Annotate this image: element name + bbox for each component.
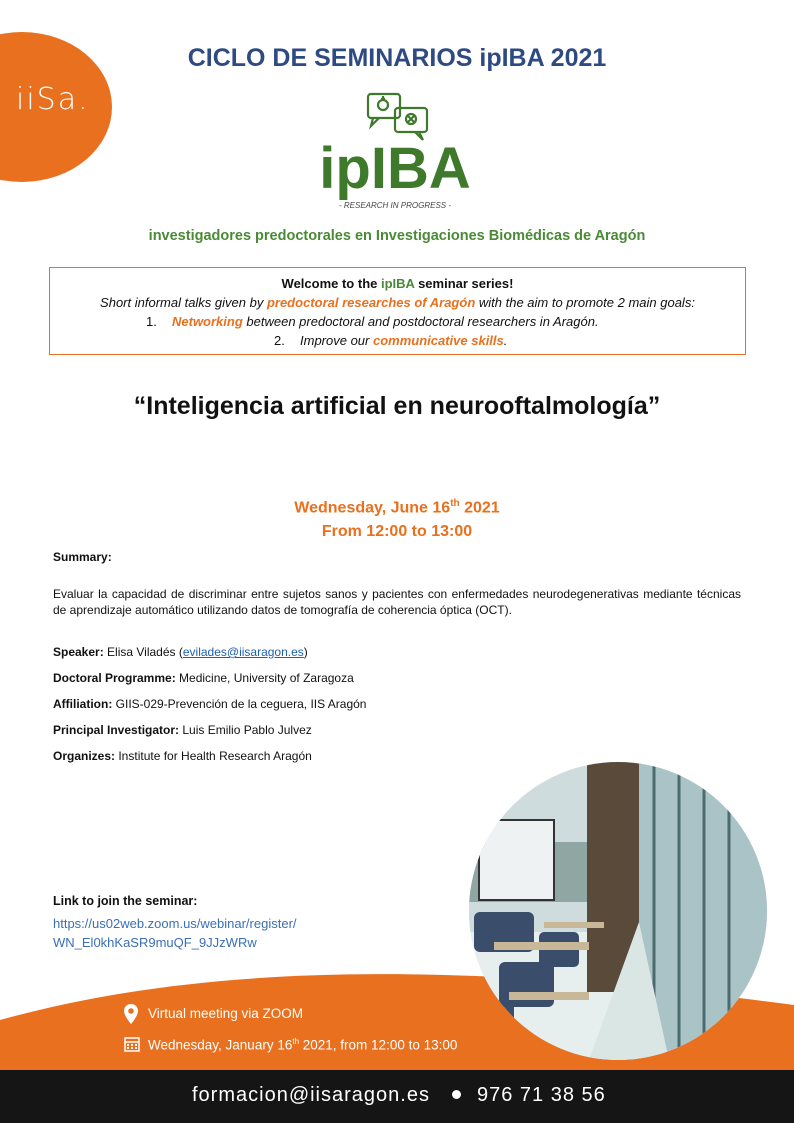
event-datetime-a: Wednesday, January 16 [148, 1037, 293, 1053]
talk-date-day [0, 492, 794, 520]
event-location: Virtual meeting via ZOOM [148, 1006, 304, 1021]
organizes-label: Organizes: [53, 749, 116, 763]
intro-line [50, 293, 745, 312]
goal-2-end: . [503, 333, 508, 348]
goal-2-number: 2. [274, 333, 285, 348]
speaker-name: Elisa Viladés ( [103, 645, 183, 659]
iisa-logo-text: iiSa. [16, 82, 90, 117]
pi-row [53, 723, 312, 737]
goal-1-text: between predoctoral and postdoctoral researchers in Aragón. [242, 314, 599, 329]
summary-text: Evaluar la capacidad de discriminar entre sujetos sanos y pacientes con enfermedades neurodegenerativas mediante técnicas de aprendizaje automático utilizando datos de tomografía de coherencia óptica (OCT). [53, 587, 741, 617]
speaker-row [53, 645, 308, 659]
footer-email[interactable]: formacion@iisaragon.es [192, 1084, 430, 1106]
welcome-ipiba: ipIBA [380, 276, 415, 291]
summary-label: Summary: [53, 550, 112, 564]
talk-time: From 12:00 to 13:00 [321, 523, 473, 541]
organizes-row [53, 749, 312, 763]
goal-2-highlight: communicative skills [372, 333, 504, 348]
affiliation-value: GIIS-029-Prevención de la ceguera, IIS Aragón [112, 697, 367, 711]
programme-value: Medicine, University of Zaragoza [175, 671, 354, 685]
classroom-photo [469, 762, 767, 1060]
join-url-link[interactable] [53, 914, 297, 952]
welcome-text: Welcome to the [281, 276, 381, 291]
date-sup: th [450, 498, 460, 509]
location-pin-icon [124, 1004, 138, 1024]
goal-1 [50, 312, 745, 331]
intro-highlight: predoctoral researches of Aragón [266, 295, 476, 310]
event-datetime-sup: th [292, 1037, 300, 1046]
ipiba-logo-word: ipIBA [319, 136, 471, 201]
footer-separator-dot [452, 1090, 461, 1099]
speaker-close: ) [303, 645, 308, 659]
event-datetime [148, 1037, 457, 1053]
speaker-label: Speaker: [53, 645, 104, 659]
goal-1-highlight: Networking [172, 314, 243, 329]
intro-text-end: with the aim to promote 2 main goals: [475, 295, 695, 310]
footer-phone[interactable]: 976 71 38 56 [477, 1084, 606, 1106]
subtitle: investigadores predoctorales en Investigaciones Biomédicas de Aragón [148, 228, 646, 244]
date-weekday: Wednesday, June 16 [294, 499, 451, 517]
programme-row [53, 671, 354, 685]
organizes-value: Institute for Health Research Aragón [115, 749, 312, 763]
classroom-illustration [469, 762, 767, 1060]
affiliation-row [53, 697, 366, 711]
programme-label: Doctoral Programme: [53, 671, 176, 685]
pi-value: Luis Emilio Pablo Julvez [179, 723, 312, 737]
talk-date [0, 492, 794, 544]
welcome-box [49, 267, 746, 355]
goal-2 [50, 331, 745, 350]
date-year: 2021 [459, 499, 500, 517]
ipiba-logo-tagline: - RESEARCH IN PROGRESS - [338, 201, 451, 210]
footer-bar [0, 1070, 794, 1123]
intro-text: Short informal talks given by [100, 295, 267, 310]
welcome-line [50, 274, 745, 293]
join-url-line-2[interactable]: WN_El0khKaSR9muQF_9JJzWRw [53, 935, 257, 950]
affiliation-label: Affiliation: [53, 697, 113, 711]
join-url-line-1[interactable]: https://us02web.zoom.us/webinar/register/ [53, 916, 297, 931]
welcome-text-end: seminar series! [414, 276, 514, 291]
event-datetime-b: 2021, from 12:00 to 13:00 [299, 1037, 458, 1053]
calendar-icon [124, 1036, 140, 1052]
speaker-email-link[interactable]: evilades@iisaragon.es [182, 645, 304, 659]
goal-2-text: Improve our [300, 333, 373, 348]
join-label: Link to join the seminar: [53, 894, 198, 908]
page-title: CICLO DE SEMINARIOS ipIBA 2021 [187, 44, 607, 72]
goal-1-number: 1. [146, 314, 157, 329]
talk-title: “Inteligencia artificial en neurooftalmología” [133, 392, 661, 420]
pi-label: Principal Investigator: [53, 723, 180, 737]
